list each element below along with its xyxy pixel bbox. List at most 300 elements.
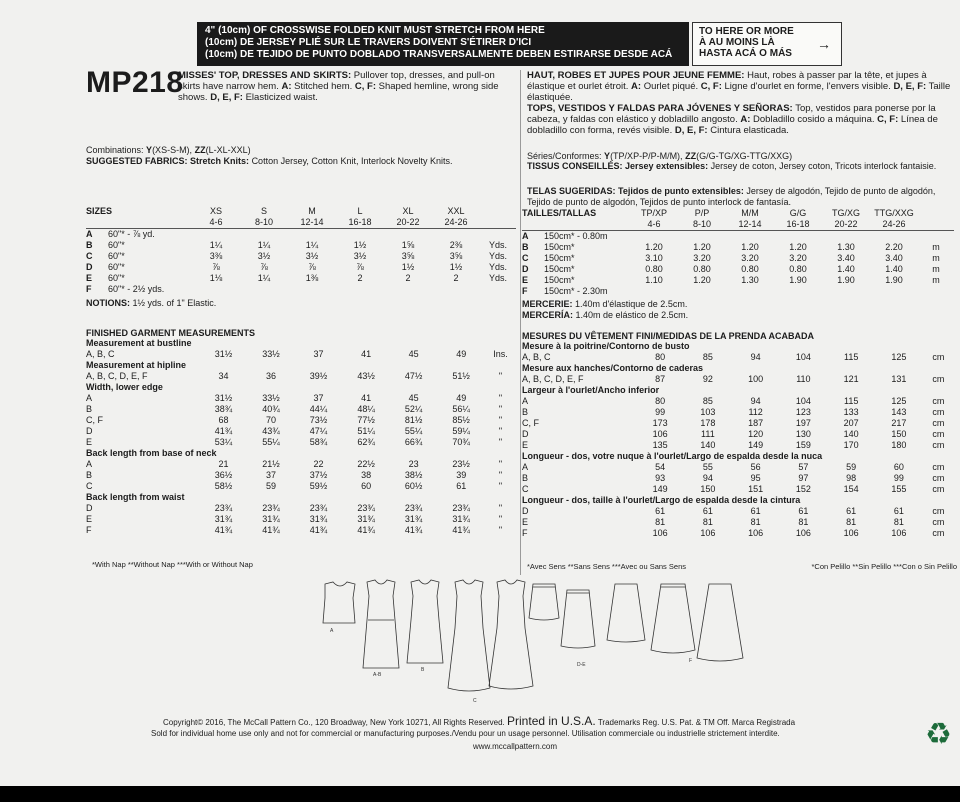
fr-measure-label: Longueur - dos, taille à l'ourlet/Largo de espalda desde la cintura: [522, 495, 801, 505]
en-fabric-width: 60"*: [108, 273, 125, 283]
fr-fabric-width: 150cm* - 0.80m: [544, 231, 608, 241]
fr-measure-unit: cm: [932, 484, 945, 494]
fr-measure-row: [522, 407, 954, 418]
nap-footnote-fr: [527, 562, 957, 571]
english-a-label: A:: [281, 81, 292, 92]
en-measure-value: 49: [456, 393, 467, 403]
en-measure-value: 31¾: [309, 514, 328, 524]
en-measure-value: 31¾: [404, 514, 423, 524]
fr-measure-value: 133: [843, 407, 859, 417]
fr-measure-value: 103: [700, 407, 716, 417]
en-measure-view: B: [86, 404, 93, 414]
french-cf-text: Ligne d'ourlet en forme, l'envers visible.: [724, 81, 891, 92]
en-measure-view: D: [86, 503, 93, 513]
sold-for-home-use: Sold for individual home use only and not for commercial or manufacturing purposes./Vendu pour un usage personnel. Utilisation commerciale ou industrielle strictement interdite.: [151, 729, 780, 738]
en-yardage-value: 3½: [353, 251, 367, 261]
en-size-5: XXL: [447, 206, 465, 216]
en-measure-value: 21: [218, 459, 229, 469]
en-measure-label: Measurement at bustline: [86, 338, 192, 348]
fr-yardage-row: [522, 264, 954, 275]
en-measure-value: 66¾: [404, 437, 423, 447]
en-size-num-1: 8-10: [254, 217, 273, 227]
fr-fabric-width: 150cm*: [544, 253, 575, 263]
en-measure-value: 73½: [309, 415, 328, 425]
fr-measure-row: [522, 418, 954, 429]
copyright-text: Copyright© 2016, The McCall Pattern Co., 120 Broadway, New York 10271, All Rights Reserved.: [163, 718, 505, 727]
fr-fabric-width: 150cm*: [544, 275, 575, 285]
en-measure-value: 36: [266, 371, 277, 381]
french-a-label: A:: [631, 81, 642, 92]
fr-measure-value: 61: [893, 506, 904, 516]
fr-yardage-row: [522, 253, 954, 264]
fr-measure-value: 120: [748, 429, 764, 439]
en-measure-value: 85½: [452, 415, 470, 425]
fr-measure-label: Mesure à la poitrine/Contorno de busto: [522, 341, 690, 351]
en-yardage-row: [86, 240, 516, 251]
en-measure-value: 40¾: [262, 404, 280, 414]
en-size-num-4: 20-22: [396, 217, 420, 227]
en-fabric-width: 60"*: [108, 251, 125, 261]
fr-measure-group: [522, 495, 954, 506]
fr-measure-value: 131: [891, 374, 907, 384]
fr-unit: [918, 286, 954, 297]
pattern-code: MP218: [86, 66, 184, 99]
fr-measure-value: 61: [702, 506, 713, 516]
french-desc-text: Haut, robes à passer par la tête, et jupes à élastique et ourlet étroit.: [527, 70, 927, 92]
fr-fabric-width: 150cm*: [544, 264, 575, 274]
nap-footnote-es: *Con Pelillo **Sin Pelillo ***Con o Sin Pelillo: [811, 562, 957, 571]
notions-text: 1½ yds. of 1" Elastic.: [132, 298, 217, 308]
fr-view-B: B: [522, 242, 529, 252]
en-measure-value: 45: [408, 349, 419, 359]
fr-measure-view: C, F: [522, 418, 539, 428]
en-measure-view: A, B, C, D, E, F: [86, 371, 148, 381]
en-yardage-row: [86, 273, 516, 284]
copyright-line: [163, 714, 795, 728]
en-size-num-2: 12-14: [300, 217, 324, 227]
french-def-label: D, E, F:: [893, 81, 927, 92]
yardage-table-english: [86, 206, 516, 309]
fr-measure-view: B: [522, 473, 529, 483]
en-measure-label: Back length from base of neck: [86, 448, 217, 458]
en-view-D: D: [86, 262, 93, 272]
fr-measure-unit: cm: [932, 517, 945, 527]
fr-yardage-value: 0.80: [693, 264, 711, 274]
en-measure-value: 43¾: [262, 426, 280, 436]
spanish-def-text: Cintura elasticada.: [710, 125, 789, 136]
garment-label-c: C: [473, 698, 477, 704]
en-view-C: C: [86, 251, 93, 261]
fr-yardage-value: 1.20: [693, 275, 711, 285]
fr-measure-value: 93: [655, 473, 666, 483]
fr-measure-row: [522, 440, 954, 451]
en-fabric-width: 60"* - 2½ yds.: [108, 284, 165, 294]
combo-zz-sizes: (L-XL-XXL): [205, 145, 251, 155]
en-measure-value: 48¼: [357, 404, 375, 414]
en-unit: [480, 229, 516, 241]
en-measure-value: 44¼: [309, 404, 328, 414]
fr-measure-view: A: [522, 396, 529, 406]
english-desc-text: Pullover top, dresses, and pull-on skirts have narrow hem.: [178, 70, 495, 92]
fr-measure-value: 104: [795, 352, 811, 362]
en-measure-unit: ": [498, 404, 503, 414]
en-measure-value: 23¾: [214, 503, 233, 513]
fr-size-number-header: [522, 219, 954, 231]
en-measure-value: 41: [361, 393, 372, 403]
en-measure-value: 37: [313, 349, 324, 359]
fr-measure-value: 59: [846, 462, 857, 472]
en-measure-view: E: [86, 437, 93, 447]
fr-measure-row: [522, 528, 954, 539]
en-measure-row: [86, 481, 516, 492]
en-measure-group: [86, 382, 516, 393]
fr-view-A: A: [522, 231, 529, 241]
fr-yardage-value: 1.90: [789, 275, 807, 285]
en-size-3: L: [357, 206, 363, 216]
french-a-text: Ourlet piqué.: [643, 81, 699, 92]
en-measure-value: 51¼: [357, 426, 375, 436]
stretch-line-2: (10cm) DE JERSEY PLIÉ SUR LE TRAVERS DOIVENT S'ÉTIRER D'ICI: [205, 37, 532, 48]
fr-measure-value: 110: [796, 374, 811, 384]
es-fabrics-type: Tejidos de punto extensibles:: [618, 186, 744, 196]
fr-measure-value: 81: [846, 517, 857, 527]
english-a-text: Stitched hem.: [294, 81, 353, 92]
en-measure-value: 70¾: [452, 437, 470, 447]
en-measure-value: 37: [313, 393, 324, 403]
fr-measure-value: 100: [748, 374, 764, 384]
fr-measure-value: 80: [655, 352, 666, 362]
fr-measure-value: 81: [798, 517, 809, 527]
en-size-number-header: [86, 217, 516, 229]
en-measure-value: 51½: [452, 371, 470, 381]
en-measure-view: C: [86, 481, 93, 491]
fr-measure-label: Mesure aux hanches/Contorno de caderas: [522, 363, 704, 373]
fr-size-num-3: 16-18: [786, 219, 810, 229]
en-measure-value: 23: [408, 459, 419, 469]
trademark-text: Trademarks Reg. U.S. Pat. & TM Off. Marca Registrada: [597, 718, 796, 727]
fr-measure-value: 92: [702, 374, 713, 384]
fr-unit: m: [932, 264, 940, 274]
fr-measure-unit: cm: [932, 352, 945, 362]
fr-measure-value: 106: [700, 528, 716, 538]
fr-measure-value: 154: [843, 484, 859, 494]
fr-size-num-4: 20-22: [834, 219, 858, 229]
fr-measure-unit: cm: [932, 396, 945, 406]
fr-size-5: TTG/XXG: [874, 208, 914, 218]
measurements-fr-title: MESURES DU VÊTEMENT FINI/MEDIDAS DE LA PRENDA ACABADA: [522, 331, 815, 341]
notions-label: NOTIONS:: [86, 298, 130, 308]
en-measure-value: 52¼: [404, 404, 423, 414]
merceria-label: MERCERÍA:: [522, 310, 573, 320]
fr-yardage-value: 0.80: [645, 264, 663, 274]
fr-yardage-value: 1.20: [693, 242, 711, 252]
fr-measure-group: [522, 451, 954, 462]
fr-measure-label: Longueur - dos, votre nuque à l'ourlet/Largo de espalda desde la nuca: [522, 451, 823, 461]
fr-measure-value: 61: [655, 506, 666, 516]
fr-yardage-value: 3.40: [885, 253, 903, 263]
en-measure-value: 53¼: [214, 437, 233, 447]
fr-measure-group: [522, 341, 954, 352]
fr-measure-value: 115: [843, 396, 859, 406]
en-fabric-width: 60"*: [108, 240, 125, 250]
en-measure-value: 23½: [452, 459, 470, 469]
fr-measure-value: 94: [750, 352, 761, 362]
fr-yardage-value: 1.10: [645, 275, 663, 285]
en-measure-value: 31¾: [214, 514, 233, 524]
en-yardage-row: [86, 284, 516, 295]
en-measure-value: 21½: [262, 459, 280, 469]
fr-yardage-value: 0.80: [741, 264, 759, 274]
fr-size-num-5: 24-26: [882, 219, 906, 229]
stretch-to-line-2: À AU MOINS LÀ: [699, 37, 775, 48]
en-view-F: F: [86, 284, 92, 294]
yardage-table-metric: [522, 208, 954, 321]
fr-measure-view: A, B, C: [522, 352, 551, 362]
en-measure-value: 37½: [309, 470, 328, 480]
en-measure-view: A: [86, 459, 93, 469]
fr-measure-unit: cm: [932, 440, 945, 450]
en-measure-unit: Ins.: [493, 349, 508, 359]
fr-size-num-1: 8-10: [692, 219, 711, 229]
garment-label-ab: A-B: [373, 672, 382, 678]
fr-measure-unit: cm: [932, 473, 945, 483]
en-measure-value: 41¾: [452, 525, 470, 535]
english-fabrics: [86, 156, 516, 167]
en-yardage-value: 1⅝: [401, 240, 415, 250]
fr-measure-group: [522, 363, 954, 374]
garment-c-dress: [448, 580, 490, 691]
fr-yardage-value: 1.40: [885, 264, 903, 274]
garment-label-a: A: [330, 628, 334, 634]
en-measure-value: 70: [266, 415, 277, 425]
stretch-line-1: 4" (10cm) OF CROSSWISE FOLDED KNIT MUST STRETCH FROM HERE: [205, 25, 545, 36]
en-yardage-value: 1⅛: [209, 273, 223, 283]
fr-combo-y: Y: [604, 151, 611, 161]
en-measure-group: [86, 338, 516, 349]
en-measure-group: [86, 360, 516, 371]
measurements-title: FINISHED GARMENT MEASUREMENTS: [86, 328, 256, 338]
en-measure-row: [86, 426, 516, 437]
fr-measure-value: 60: [893, 462, 904, 472]
en-yardage-value: ⅞: [356, 262, 364, 272]
fr-measure-value: 180: [891, 440, 907, 450]
en-measure-unit: ": [498, 470, 503, 480]
fr-measure-value: 97: [798, 473, 809, 483]
en-measure-unit: ": [498, 525, 503, 535]
fr-measure-value: 143: [891, 407, 907, 417]
fr-combo-zz-sizes: (G/G-TG/XG-TTG/XXG): [696, 151, 793, 161]
en-measure-value: 23¾: [452, 503, 470, 513]
fr-measure-value: 187: [748, 418, 764, 428]
column-divider: [520, 70, 521, 575]
printed-in: Printed in U.S.A.: [507, 714, 596, 728]
en-measure-unit: ": [498, 426, 503, 436]
en-measure-value: 41¾: [214, 426, 233, 436]
fr-combo-zz: ZZ: [685, 151, 697, 161]
en-measure-row: [86, 371, 516, 382]
fr-measure-value: 106: [891, 528, 907, 538]
recycle-icon: ♻: [925, 718, 952, 751]
en-measure-value: 59½: [309, 481, 328, 491]
website-link[interactable]: www.mccallpattern.com: [473, 742, 558, 751]
french-def-text: Taille élastiquée.: [527, 81, 951, 103]
fabrics-text: Cotton Jersey, Cotton Knit, Interlock Novelty Knits.: [251, 156, 453, 166]
fr-unit: m: [932, 253, 940, 263]
fr-measure-row: [522, 473, 954, 484]
french-cf-label: C, F:: [700, 81, 722, 92]
fr-yardage-value: 2.20: [885, 242, 903, 252]
fr-measure-value: 81: [655, 517, 666, 527]
fr-yardage-row: [522, 231, 954, 243]
en-measure-row: [86, 393, 516, 404]
en-yardage-value: 3½: [305, 251, 319, 261]
en-measure-row: [86, 470, 516, 481]
garment-label-f: F: [689, 658, 693, 664]
fr-yardage-value: 3.20: [789, 253, 807, 263]
fr-yardage-value: 3.20: [741, 253, 759, 263]
combo-zz: ZZ: [194, 145, 206, 155]
en-measure-value: 60½: [404, 481, 423, 491]
en-yardage-value: 1⅜: [305, 273, 319, 283]
en-measure-label: Measurement at hipline: [86, 360, 187, 370]
en-measure-row: [86, 404, 516, 415]
en-yardage-value: 3⅝: [449, 251, 463, 261]
en-measure-value: 58¾: [309, 437, 328, 447]
fr-measure-value: 81: [893, 517, 904, 527]
en-view-A: A: [86, 229, 93, 239]
fr-yardage-value: 1.30: [741, 275, 759, 285]
en-yardage-row: [86, 251, 516, 262]
en-size-num-3: 16-18: [348, 217, 372, 227]
en-measure-value: 68: [218, 415, 229, 425]
en-measure-unit: ": [498, 393, 503, 403]
en-view-B: B: [86, 240, 93, 250]
es-fabrics-label: TELAS SUGERIDAS:: [527, 186, 616, 196]
fr-measure-row: [522, 429, 954, 440]
fr-measure-value: 106: [652, 429, 668, 439]
measurements-english: [86, 328, 516, 536]
english-combinations: [86, 145, 516, 156]
en-measure-value: 45: [408, 393, 419, 403]
en-size-2: M: [308, 206, 316, 216]
garment-b-dress-back: [407, 580, 443, 663]
en-measure-value: 37: [266, 470, 277, 480]
fr-measure-value: 61: [798, 506, 809, 516]
fr-yardage-value: 1.20: [741, 242, 759, 252]
en-measure-label: Back length from waist: [86, 492, 185, 502]
en-yardage-value: 1½: [353, 240, 367, 250]
en-measure-view: A, B, C: [86, 349, 115, 359]
french-spanish-description: [527, 70, 959, 136]
en-measure-value: 31¾: [452, 514, 470, 524]
english-def-text: Elasticized waist.: [245, 92, 318, 103]
fr-measure-value: 135: [652, 440, 668, 450]
en-measure-value: 36½: [214, 470, 233, 480]
en-measure-value: 31¾: [357, 514, 375, 524]
garment-label-de: D-E: [577, 662, 586, 668]
spanish-title: TOPS, VESTIDOS Y FALDAS PARA JÓVENES Y SEÑORAS:: [527, 103, 793, 114]
fabrics-label: SUGGESTED FABRICS:: [86, 156, 188, 166]
fr-measure-value: 99: [893, 473, 904, 483]
en-measure-value: 38: [361, 470, 372, 480]
fr-measure-value: 149: [748, 440, 764, 450]
en-measure-value: 59: [266, 481, 277, 491]
fr-yardage-value: 3.10: [645, 253, 663, 263]
fr-measure-value: 104: [795, 396, 811, 406]
fr-measure-view: B: [522, 407, 529, 417]
en-measure-group: [86, 492, 516, 503]
fr-yardage-row: [522, 242, 954, 253]
en-measure-row: [86, 437, 516, 448]
en-yardage-value: 1¼: [305, 240, 319, 250]
en-measure-view: C, F: [86, 415, 103, 425]
en-measure-value: 23¾: [309, 503, 328, 513]
fr-measure-value: 125: [891, 396, 907, 406]
en-measure-value: 55¼: [262, 437, 280, 447]
fr-yardage-value: 3.40: [837, 253, 855, 263]
en-size-1: S: [260, 206, 267, 216]
garment-a-top: [323, 582, 355, 623]
fr-measure-value: 159: [795, 440, 811, 450]
en-measure-value: 33½: [262, 349, 280, 359]
fr-measure-value: 94: [750, 396, 761, 406]
bottom-bar: [0, 786, 960, 802]
fr-measure-value: 61: [846, 506, 857, 516]
fr-measure-view: A, B, C, D, E, F: [522, 374, 584, 384]
en-measure-value: 47¼: [309, 426, 328, 436]
fr-yardage-value: 1.90: [885, 275, 903, 285]
fr-measure-value: 61: [750, 506, 761, 516]
en-size-0: XS: [209, 206, 222, 216]
en-measure-value: 38½: [404, 470, 423, 480]
english-cf-label: C, F:: [354, 81, 376, 92]
fr-unit: m: [932, 242, 940, 252]
english-description: [178, 70, 518, 103]
fr-size-header: [522, 208, 954, 219]
fr-measure-row: [522, 352, 954, 363]
spanish-a-text: Dobladillo cosido a máquina.: [753, 114, 875, 125]
spanish-cf-text: Línea de dobladillo con forma, revés visible.: [527, 114, 938, 136]
mercerie: [522, 299, 954, 310]
en-yardage-value: 3⅝: [401, 251, 415, 261]
en-measure-value: 59¼: [452, 426, 470, 436]
measurements-metric: [522, 331, 954, 539]
fr-measure-value: 87: [655, 374, 666, 384]
garment-label-b: B: [421, 667, 425, 673]
en-measure-value: 38¾: [214, 404, 233, 414]
en-measure-value: 31¾: [262, 514, 280, 524]
fr-view-F: F: [522, 286, 528, 296]
fr-measure-value: 56: [750, 462, 761, 472]
fr-measure-value: 140: [843, 429, 859, 439]
en-yardage-value: 1½: [401, 262, 415, 272]
fr-unit: m: [932, 275, 940, 285]
fr-measure-value: 130: [795, 429, 811, 439]
en-measure-row: [86, 525, 516, 536]
en-measure-value: 34: [218, 371, 229, 381]
en-measure-value: 41¾: [357, 525, 375, 535]
en-measure-value: 23¾: [262, 503, 280, 513]
en-yardage-value: 2: [405, 273, 411, 283]
fr-measure-view: D: [522, 506, 529, 516]
en-measure-value: 58½: [214, 481, 233, 491]
fr-combo-y-sizes: (TP/XP-P/P-M/M),: [610, 151, 683, 161]
nap-footnote-fr-left: *Avec Sens **Sans Sens ***Avec ou Sans Sens: [527, 562, 686, 571]
fr-measure-unit: cm: [932, 374, 945, 384]
fr-measure-value: 111: [701, 429, 715, 439]
en-measure-row: [86, 459, 516, 470]
fr-yardage-row: [522, 286, 954, 297]
